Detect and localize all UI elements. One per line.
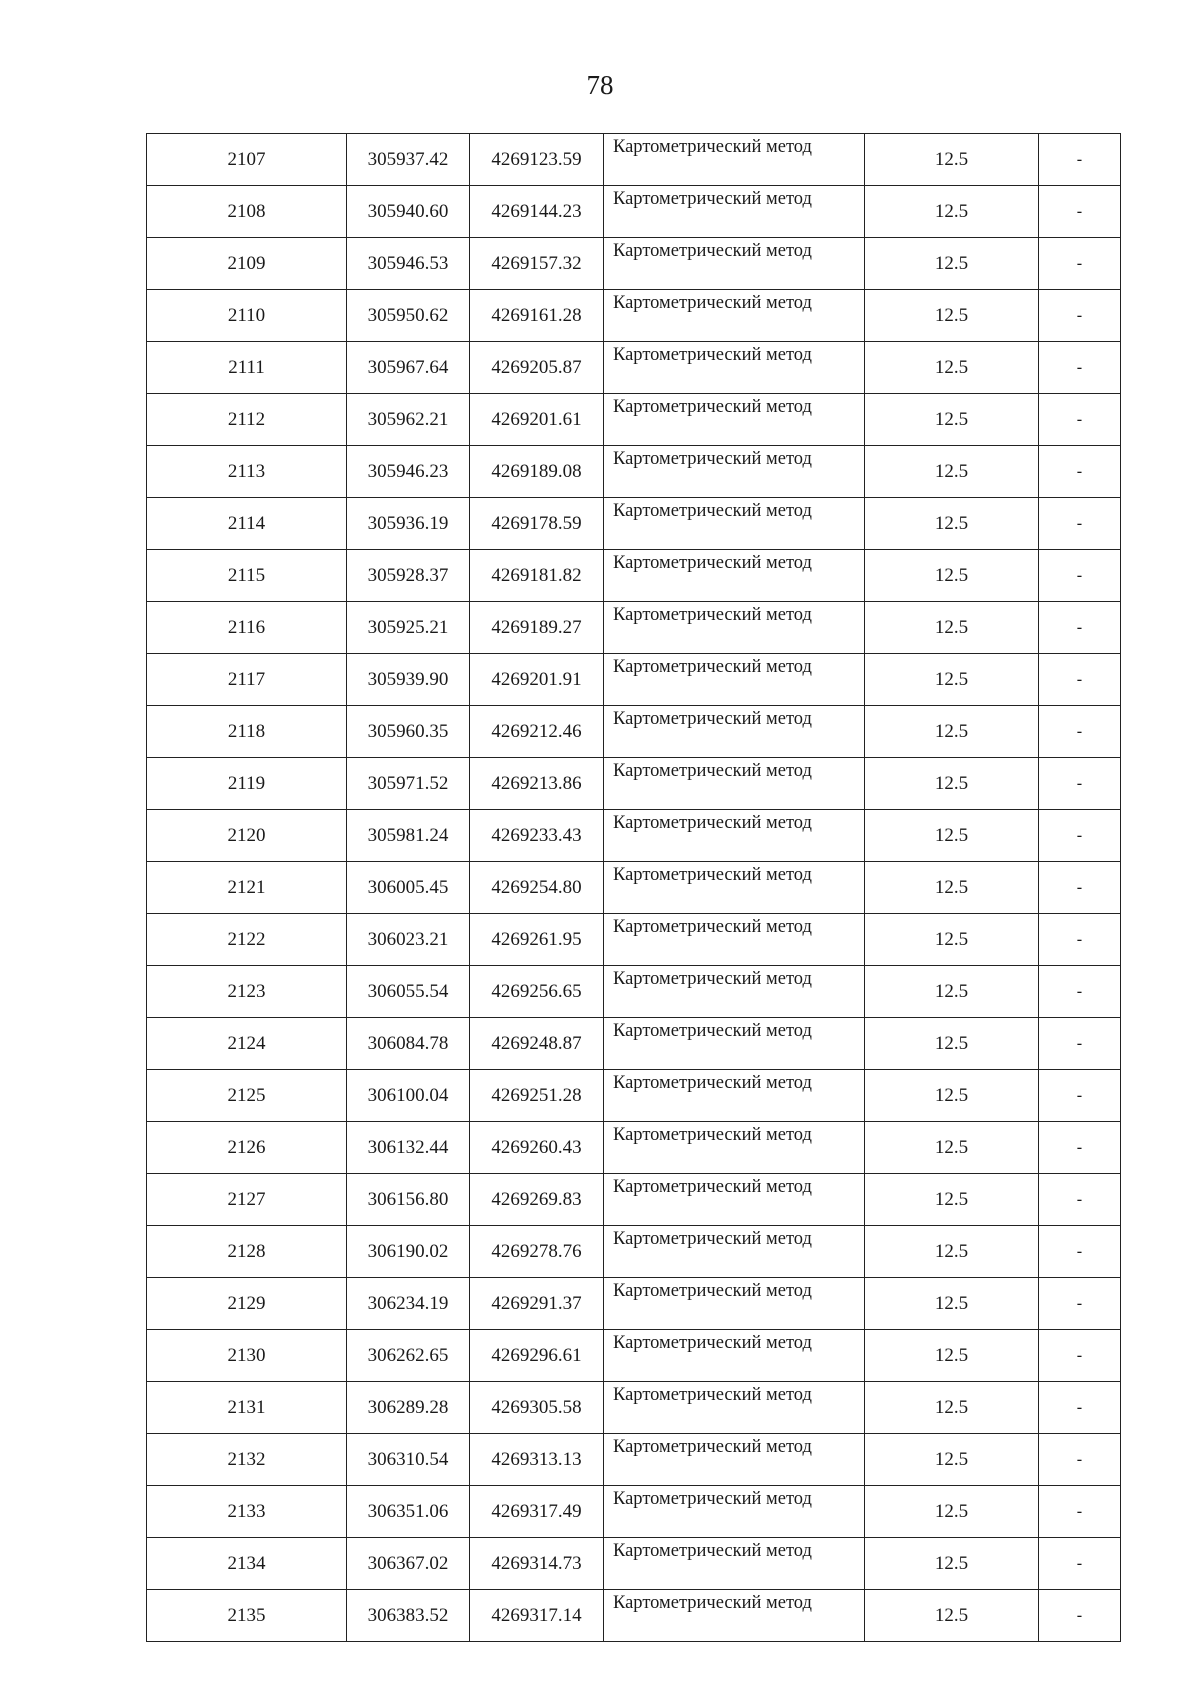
point-number-cell: 2124	[147, 1018, 347, 1070]
y-coordinate-cell: 4269181.82	[470, 550, 604, 602]
y-coordinate-cell: 4269189.08	[470, 446, 604, 498]
x-coordinate-cell: 305939.90	[347, 654, 470, 706]
y-coordinate-cell: 4269296.61	[470, 1330, 604, 1382]
table-row	[147, 966, 1121, 1018]
method-cell: Картометрический метод	[604, 1434, 865, 1486]
table-row	[147, 1018, 1121, 1070]
y-coordinate-cell: 4269260.43	[470, 1122, 604, 1174]
method-cell: Картометрический метод	[604, 1382, 865, 1434]
table-row	[147, 862, 1121, 914]
accuracy-cell: 12.5	[865, 758, 1039, 810]
accuracy-cell: 12.5	[865, 654, 1039, 706]
y-coordinate-cell: 4269278.76	[470, 1226, 604, 1278]
table-row	[147, 1486, 1121, 1538]
point-number-cell: 2133	[147, 1486, 347, 1538]
y-coordinate-cell: 4269269.83	[470, 1174, 604, 1226]
note-cell: -	[1039, 1174, 1121, 1226]
x-coordinate-cell: 305967.64	[347, 342, 470, 394]
method-cell: Картометрический метод	[604, 654, 865, 706]
method-cell: Картометрический метод	[604, 1122, 865, 1174]
method-cell: Картометрический метод	[604, 1538, 865, 1590]
x-coordinate-cell: 305981.24	[347, 810, 470, 862]
point-number-cell: 2127	[147, 1174, 347, 1226]
table-row	[147, 914, 1121, 966]
y-coordinate-cell: 4269233.43	[470, 810, 604, 862]
note-cell: -	[1039, 654, 1121, 706]
x-coordinate-cell: 306310.54	[347, 1434, 470, 1486]
accuracy-cell: 12.5	[865, 602, 1039, 654]
y-coordinate-cell: 4269305.58	[470, 1382, 604, 1434]
point-number-cell: 2110	[147, 290, 347, 342]
note-cell: -	[1039, 1070, 1121, 1122]
note-cell: -	[1039, 342, 1121, 394]
point-number-cell: 2129	[147, 1278, 347, 1330]
x-coordinate-cell: 306262.65	[347, 1330, 470, 1382]
table-row	[147, 1590, 1121, 1642]
point-number-cell: 2113	[147, 446, 347, 498]
table-row	[147, 1070, 1121, 1122]
note-cell: -	[1039, 290, 1121, 342]
x-coordinate-cell: 306132.44	[347, 1122, 470, 1174]
method-cell: Картометрический метод	[604, 1278, 865, 1330]
y-coordinate-cell: 4269291.37	[470, 1278, 604, 1330]
y-coordinate-cell: 4269314.73	[470, 1538, 604, 1590]
point-number-cell: 2117	[147, 654, 347, 706]
method-cell: Картометрический метод	[604, 810, 865, 862]
y-coordinate-cell: 4269123.59	[470, 134, 604, 186]
table-row	[147, 550, 1121, 602]
y-coordinate-cell: 4269212.46	[470, 706, 604, 758]
method-cell: Картометрический метод	[604, 394, 865, 446]
method-cell: Картометрический метод	[604, 134, 865, 186]
accuracy-cell: 12.5	[865, 134, 1039, 186]
point-number-cell: 2121	[147, 862, 347, 914]
x-coordinate-cell: 306100.04	[347, 1070, 470, 1122]
x-coordinate-cell: 306190.02	[347, 1226, 470, 1278]
method-cell: Картометрический метод	[604, 1486, 865, 1538]
point-number-cell: 2132	[147, 1434, 347, 1486]
table-row	[147, 1122, 1121, 1174]
method-cell: Картометрический метод	[604, 238, 865, 290]
accuracy-cell: 12.5	[865, 1538, 1039, 1590]
point-number-cell: 2125	[147, 1070, 347, 1122]
method-cell: Картометрический метод	[604, 1590, 865, 1642]
x-coordinate-cell: 305946.53	[347, 238, 470, 290]
x-coordinate-cell: 306005.45	[347, 862, 470, 914]
point-number-cell: 2111	[147, 342, 347, 394]
table-row	[147, 810, 1121, 862]
point-number-cell: 2108	[147, 186, 347, 238]
y-coordinate-cell: 4269178.59	[470, 498, 604, 550]
accuracy-cell: 12.5	[865, 1122, 1039, 1174]
note-cell: -	[1039, 1434, 1121, 1486]
x-coordinate-cell: 305950.62	[347, 290, 470, 342]
accuracy-cell: 12.5	[865, 1174, 1039, 1226]
point-number-cell: 2123	[147, 966, 347, 1018]
y-coordinate-cell: 4269251.28	[470, 1070, 604, 1122]
accuracy-cell: 12.5	[865, 446, 1039, 498]
table-row	[147, 1330, 1121, 1382]
table-row	[147, 1538, 1121, 1590]
method-cell: Картометрический метод	[604, 290, 865, 342]
note-cell: -	[1039, 1330, 1121, 1382]
method-cell: Картометрический метод	[604, 550, 865, 602]
y-coordinate-cell: 4269189.27	[470, 602, 604, 654]
x-coordinate-cell: 306289.28	[347, 1382, 470, 1434]
note-cell: -	[1039, 914, 1121, 966]
note-cell: -	[1039, 1122, 1121, 1174]
table-row	[147, 1382, 1121, 1434]
method-cell: Картометрический метод	[604, 914, 865, 966]
table-row	[147, 290, 1121, 342]
method-cell: Картометрический метод	[604, 1226, 865, 1278]
table-row	[147, 1226, 1121, 1278]
x-coordinate-cell: 306084.78	[347, 1018, 470, 1070]
accuracy-cell: 12.5	[865, 810, 1039, 862]
method-cell: Картометрический метод	[604, 498, 865, 550]
y-coordinate-cell: 4269317.14	[470, 1590, 604, 1642]
x-coordinate-cell: 305946.23	[347, 446, 470, 498]
table-body	[147, 134, 1121, 1642]
note-cell: -	[1039, 1486, 1121, 1538]
note-cell: -	[1039, 498, 1121, 550]
x-coordinate-cell: 305971.52	[347, 758, 470, 810]
note-cell: -	[1039, 550, 1121, 602]
x-coordinate-cell: 306156.80	[347, 1174, 470, 1226]
note-cell: -	[1039, 1278, 1121, 1330]
y-coordinate-cell: 4269254.80	[470, 862, 604, 914]
x-coordinate-cell: 306234.19	[347, 1278, 470, 1330]
table-row	[147, 446, 1121, 498]
x-coordinate-cell: 306383.52	[347, 1590, 470, 1642]
point-number-cell: 2135	[147, 1590, 347, 1642]
accuracy-cell: 12.5	[865, 862, 1039, 914]
point-number-cell: 2120	[147, 810, 347, 862]
x-coordinate-cell: 305962.21	[347, 394, 470, 446]
x-coordinate-cell: 305937.42	[347, 134, 470, 186]
point-number-cell: 2116	[147, 602, 347, 654]
method-cell: Картометрический метод	[604, 1018, 865, 1070]
table-row	[147, 1174, 1121, 1226]
x-coordinate-cell: 305936.19	[347, 498, 470, 550]
method-cell: Картометрический метод	[604, 1174, 865, 1226]
note-cell: -	[1039, 134, 1121, 186]
y-coordinate-cell: 4269161.28	[470, 290, 604, 342]
table-row	[147, 186, 1121, 238]
point-number-cell: 2112	[147, 394, 347, 446]
method-cell: Картометрический метод	[604, 862, 865, 914]
accuracy-cell: 12.5	[865, 1434, 1039, 1486]
note-cell: -	[1039, 966, 1121, 1018]
point-number-cell: 2128	[147, 1226, 347, 1278]
note-cell: -	[1039, 758, 1121, 810]
note-cell: -	[1039, 394, 1121, 446]
table-row	[147, 1434, 1121, 1486]
note-cell: -	[1039, 1382, 1121, 1434]
x-coordinate-cell: 305925.21	[347, 602, 470, 654]
table-row	[147, 342, 1121, 394]
accuracy-cell: 12.5	[865, 498, 1039, 550]
x-coordinate-cell: 305940.60	[347, 186, 470, 238]
accuracy-cell: 12.5	[865, 1070, 1039, 1122]
method-cell: Картометрический метод	[604, 966, 865, 1018]
y-coordinate-cell: 4269213.86	[470, 758, 604, 810]
accuracy-cell: 12.5	[865, 1330, 1039, 1382]
accuracy-cell: 12.5	[865, 290, 1039, 342]
method-cell: Картометрический метод	[604, 446, 865, 498]
point-number-cell: 2130	[147, 1330, 347, 1382]
method-cell: Картометрический метод	[604, 1070, 865, 1122]
page-number: 78	[586, 70, 614, 100]
x-coordinate-cell: 306351.06	[347, 1486, 470, 1538]
accuracy-cell: 12.5	[865, 550, 1039, 602]
accuracy-cell: 12.5	[865, 966, 1039, 1018]
point-number-cell: 2126	[147, 1122, 347, 1174]
note-cell: -	[1039, 1590, 1121, 1642]
accuracy-cell: 12.5	[865, 342, 1039, 394]
note-cell: -	[1039, 1018, 1121, 1070]
y-coordinate-cell: 4269313.13	[470, 1434, 604, 1486]
table-row	[147, 394, 1121, 446]
coordinates-table	[146, 133, 1121, 1642]
y-coordinate-cell: 4269317.49	[470, 1486, 604, 1538]
accuracy-cell: 12.5	[865, 394, 1039, 446]
method-cell: Картометрический метод	[604, 758, 865, 810]
method-cell: Картометрический метод	[604, 342, 865, 394]
table-row	[147, 758, 1121, 810]
accuracy-cell: 12.5	[865, 1486, 1039, 1538]
note-cell: -	[1039, 1226, 1121, 1278]
x-coordinate-cell: 306023.21	[347, 914, 470, 966]
table-row	[147, 654, 1121, 706]
note-cell: -	[1039, 810, 1121, 862]
note-cell: -	[1039, 862, 1121, 914]
method-cell: Картометрический метод	[604, 186, 865, 238]
table-row	[147, 1278, 1121, 1330]
y-coordinate-cell: 4269256.65	[470, 966, 604, 1018]
accuracy-cell: 12.5	[865, 1278, 1039, 1330]
note-cell: -	[1039, 706, 1121, 758]
point-number-cell: 2119	[147, 758, 347, 810]
note-cell: -	[1039, 602, 1121, 654]
accuracy-cell: 12.5	[865, 238, 1039, 290]
point-number-cell: 2118	[147, 706, 347, 758]
x-coordinate-cell: 305928.37	[347, 550, 470, 602]
y-coordinate-cell: 4269144.23	[470, 186, 604, 238]
accuracy-cell: 12.5	[865, 1226, 1039, 1278]
table-row	[147, 498, 1121, 550]
y-coordinate-cell: 4269248.87	[470, 1018, 604, 1070]
note-cell: -	[1039, 1538, 1121, 1590]
table-row	[147, 134, 1121, 186]
accuracy-cell: 12.5	[865, 1590, 1039, 1642]
note-cell: -	[1039, 186, 1121, 238]
method-cell: Картометрический метод	[604, 706, 865, 758]
point-number-cell: 2114	[147, 498, 347, 550]
x-coordinate-cell: 305960.35	[347, 706, 470, 758]
point-number-cell: 2122	[147, 914, 347, 966]
table-row	[147, 602, 1121, 654]
point-number-cell: 2134	[147, 1538, 347, 1590]
x-coordinate-cell: 306367.02	[347, 1538, 470, 1590]
accuracy-cell: 12.5	[865, 186, 1039, 238]
method-cell: Картометрический метод	[604, 602, 865, 654]
y-coordinate-cell: 4269261.95	[470, 914, 604, 966]
accuracy-cell: 12.5	[865, 706, 1039, 758]
table-row	[147, 238, 1121, 290]
y-coordinate-cell: 4269201.61	[470, 394, 604, 446]
point-number-cell: 2115	[147, 550, 347, 602]
x-coordinate-cell: 306055.54	[347, 966, 470, 1018]
point-number-cell: 2131	[147, 1382, 347, 1434]
table-row	[147, 706, 1121, 758]
method-cell: Картометрический метод	[604, 1330, 865, 1382]
note-cell: -	[1039, 446, 1121, 498]
accuracy-cell: 12.5	[865, 914, 1039, 966]
point-number-cell: 2109	[147, 238, 347, 290]
note-cell: -	[1039, 238, 1121, 290]
accuracy-cell: 12.5	[865, 1382, 1039, 1434]
y-coordinate-cell: 4269157.32	[470, 238, 604, 290]
y-coordinate-cell: 4269205.87	[470, 342, 604, 394]
y-coordinate-cell: 4269201.91	[470, 654, 604, 706]
point-number-cell: 2107	[147, 134, 347, 186]
accuracy-cell: 12.5	[865, 1018, 1039, 1070]
